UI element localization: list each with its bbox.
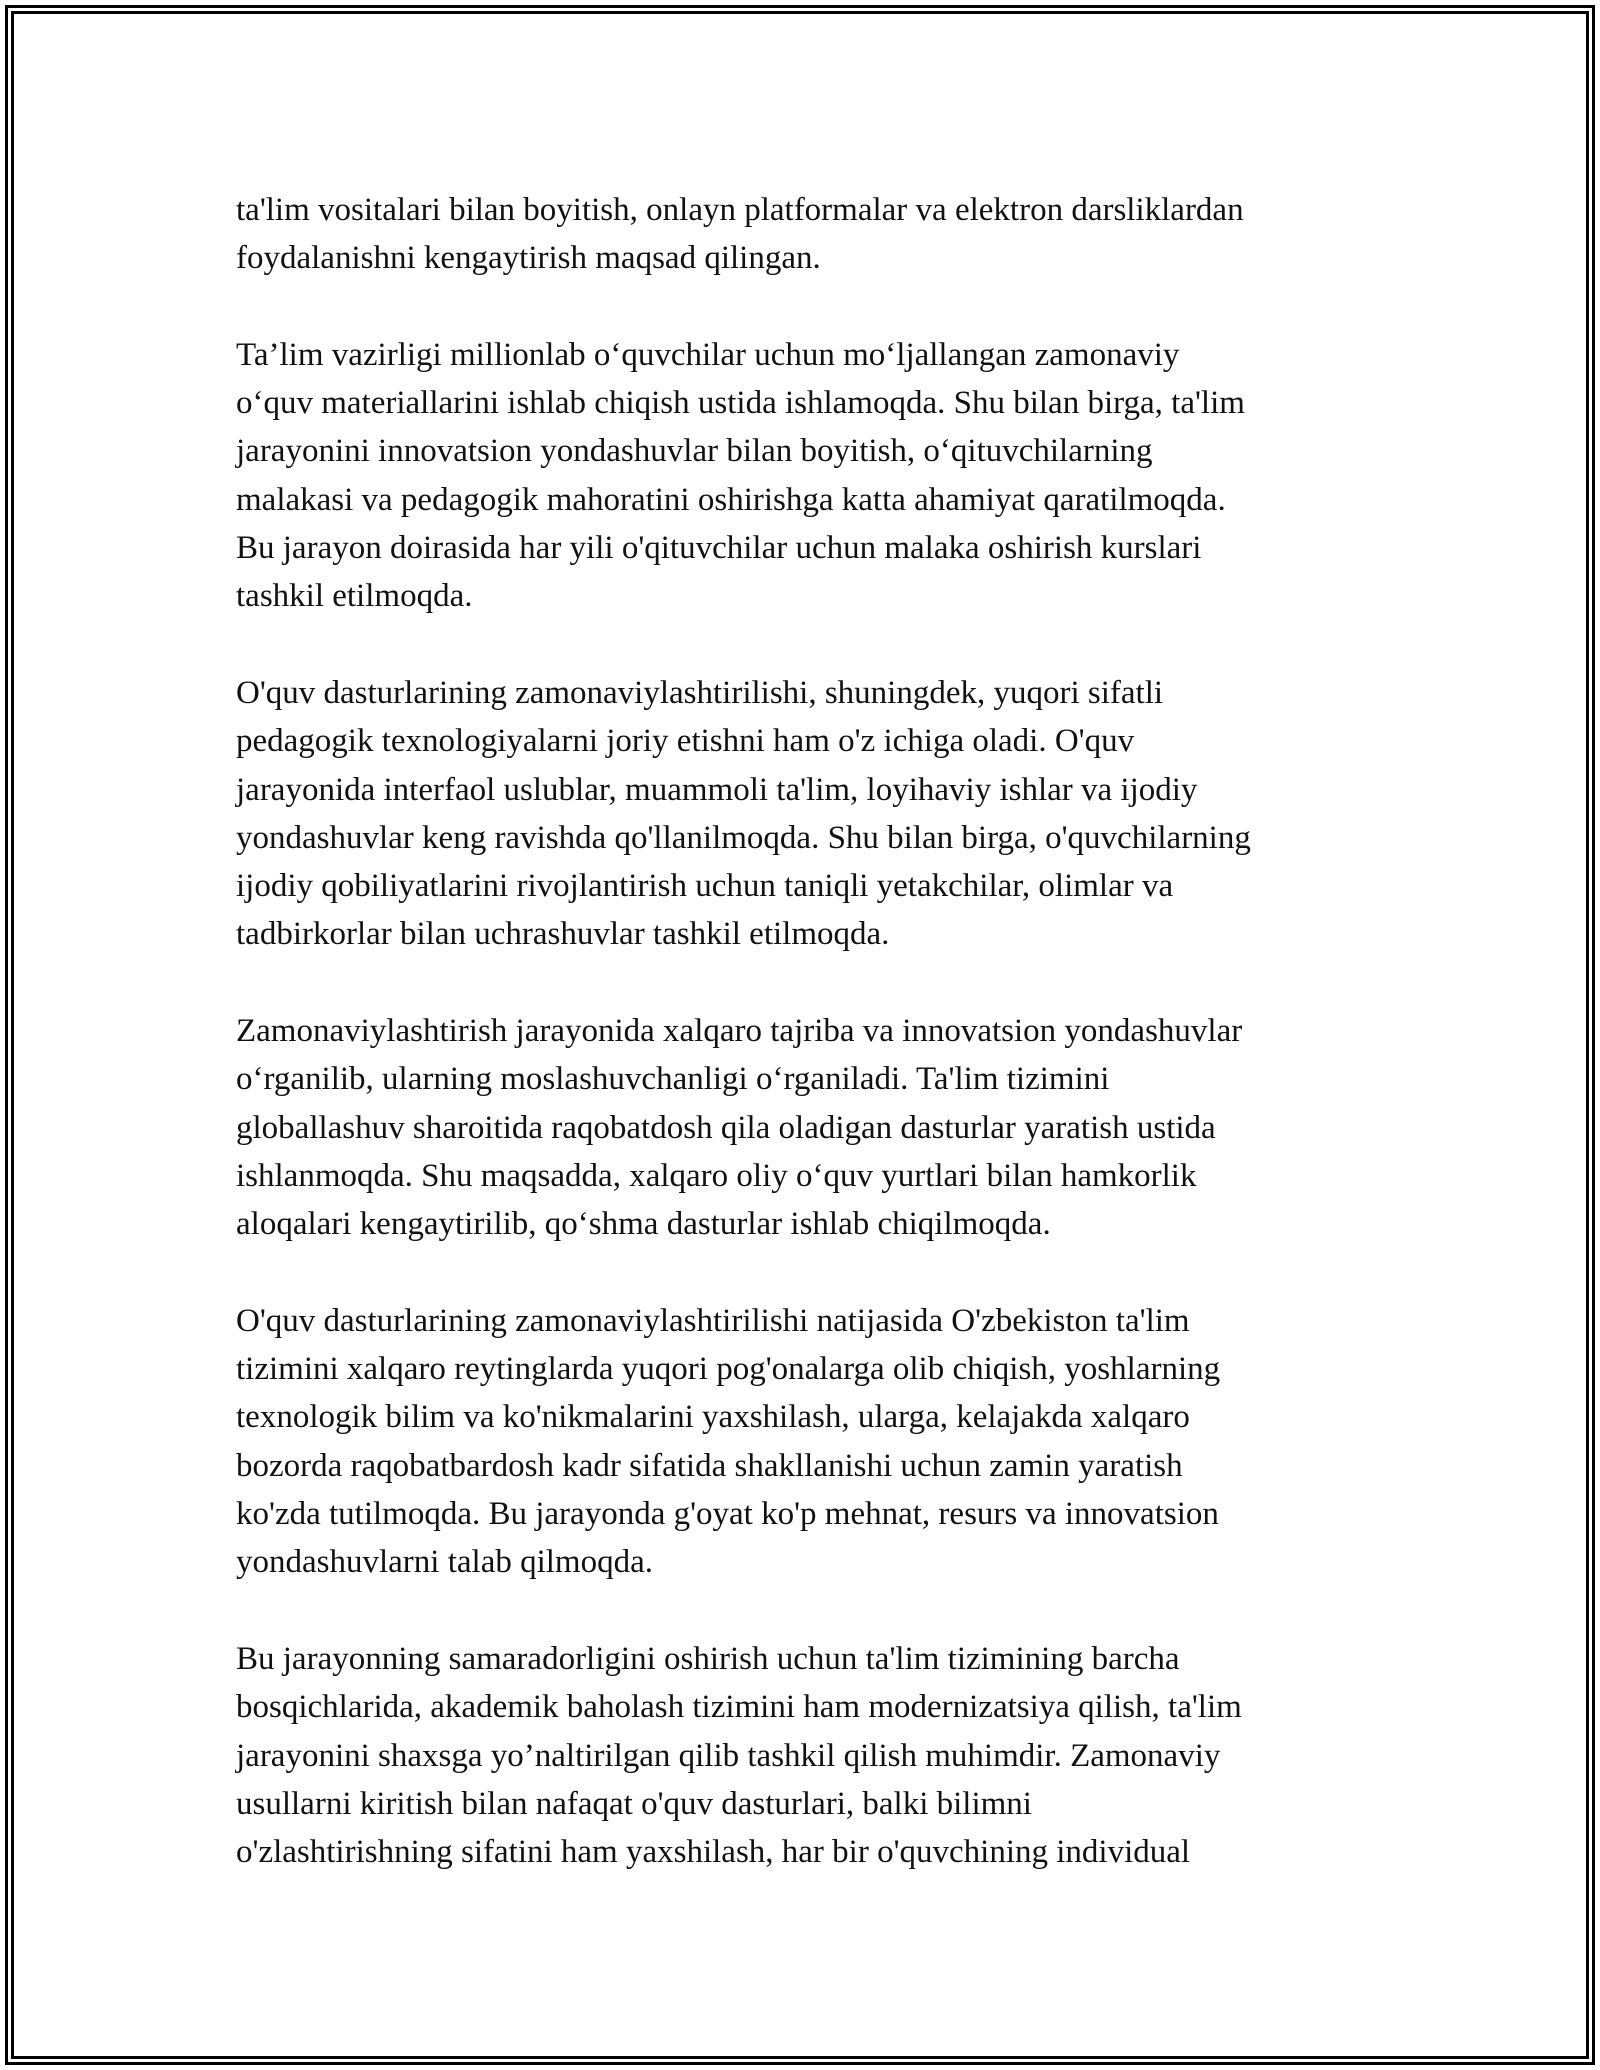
paragraph: Zamonaviylashtirish jarayonida xalqaro tajriba va innovatsion yondashuvlar o‘rganilib, ularning moslashuvchanligi o‘rganiladi. Ta'lim tizimini globallashuv sharoitida raqobatdosh qila oladigan dasturlar yaratish ustida ishlanmoqda. Shu maqsadda, xalqaro oliy o‘quv yurtlari bilan hamkorlik aloqalari kengaytirilib, qo‘shma dasturlar ishlab chiqilmoqda. bbox=[236, 1013, 1243, 1243]
paragraph: O'quv dasturlarining zamonaviylashtirilishi natijasida O'zbekiston ta'lim tizimini xalqaro reytinglarda yuqori pog'onalarga olib chiqish, yoshlarning texnologik bilim va ko'nikmalarini yaxshilash, ularga, kelajakda xalqaro bozorda raqobatbardosh kadr sifatida shakllanishi uchun zamin yaratish ko'zda tutilmoqda. Bu jarayonda g'oyat ko'p mehnat, resurs va innovatsion yondashuvlarni talab qilmoqda. bbox=[236, 1302, 1221, 1581]
paragraph: Ta’lim vazirligi millionlab o‘quvchilar uchun mo‘ljallangan zamonaviy o‘quv materiallarini ishlab chiqish ustida ishlamoqda. Shu bilan birga, ta'lim jarayonini innovatsion yondashuvlar bilan boyitish, o‘qituvchilarning malakasi va pedagogik mahoratini oshirishga katta ahamiyat qaratilmoqda. Bu jarayon doirasida har yili o'qituvchilar uchun malaka oshirish kurslari tashkil etilmoqda. bbox=[236, 336, 1245, 615]
document-body bbox=[236, 186, 1376, 1925]
paragraph: O'quv dasturlarining zamonaviylashtirilishi, shuningdek, yuqori sifatli pedagogik texnologiyalarni joriy etishni ham o'z ichiga oladi. O'quv jarayonida interfaol uslublar, muammoli ta'lim, loyihaviy ishlar va ijodiy yondashuvlar keng ravishda qo'llanilmoqda. Shu bilan birga, o'quvchilarning ijodiy qobiliyatlarini rivojlantirish uchun taniqli yetakchilar, olimlar va tadbirkorlar bilan uchrashuvlar tashkil etilmoqda. bbox=[236, 674, 1251, 953]
paragraph: Bu jarayonning samaradorligini oshirish uchun ta'lim tizimining barcha bosqichlarida, akademik baholash tizimini ham modernizatsiya qilish, ta'lim jarayonini shaxsga yo’naltirilgan qilib tashkil qilish muhimdir. Zamonaviy usullarni kiritish bilan nafaqat o'quv dasturlari, balki bilimni o'zlashtirishning sifatini ham yaxshilash, har bir o'quvchining individual bbox=[236, 1640, 1242, 1871]
paragraph: ta'lim vositalari bilan boyitish, onlayn platformalar va elektron darsliklardan foydalanishni kengaytirish maqsad qilingan. bbox=[236, 192, 1244, 277]
